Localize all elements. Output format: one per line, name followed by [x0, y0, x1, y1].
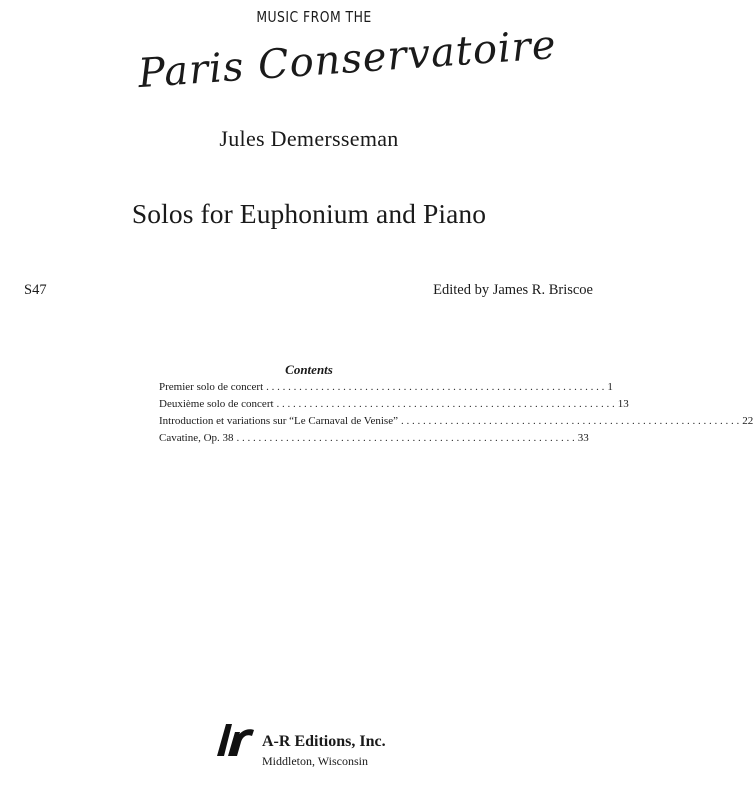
publisher-name: A-R Editions, Inc. — [262, 733, 386, 750]
toc-entry — [159, 430, 589, 447]
toc-entry-title: Deuxième solo de concert — [159, 398, 274, 410]
toc-leader-dots — [237, 430, 575, 447]
toc-entry-title: Introduction et variations sur “Le Carnaval de Venise” — [159, 415, 398, 427]
contents-heading: Contents — [285, 362, 333, 377]
toc-entry-title: Premier solo de concert — [159, 381, 264, 393]
ar-editions-logo-icon — [214, 718, 258, 760]
toc-entry-page: 1 — [607, 381, 613, 393]
series-title-script: Paris Conservatoire — [136, 22, 558, 98]
table-of-contents — [159, 379, 753, 447]
editor-credit: Edited by James R. Briscoe — [433, 282, 593, 298]
publisher-location: Middleton, Wisconsin — [262, 754, 368, 768]
catalog-code: S47 — [24, 282, 47, 298]
toc-leader-dots — [401, 413, 739, 430]
toc-entry — [159, 396, 629, 413]
paris-conservatoire-script-logo — [128, 20, 558, 100]
toc-entry — [159, 379, 613, 396]
toc-entry-page: 13 — [617, 398, 629, 410]
toc-entry-title: Cavatine, Op. 38 — [159, 432, 234, 444]
author-name: Jules Demersseman — [219, 126, 399, 151]
toc-entry-page: 22 — [742, 415, 753, 427]
toc-leader-dots — [277, 396, 615, 413]
toc-leader-dots — [266, 379, 604, 396]
toc-entry-page: 33 — [577, 432, 589, 444]
series-title-top: MUSIC FROM THE — [256, 8, 372, 26]
toc-entry — [159, 413, 753, 430]
book-title: Solos for Euphonium and Piano — [131, 198, 487, 229]
